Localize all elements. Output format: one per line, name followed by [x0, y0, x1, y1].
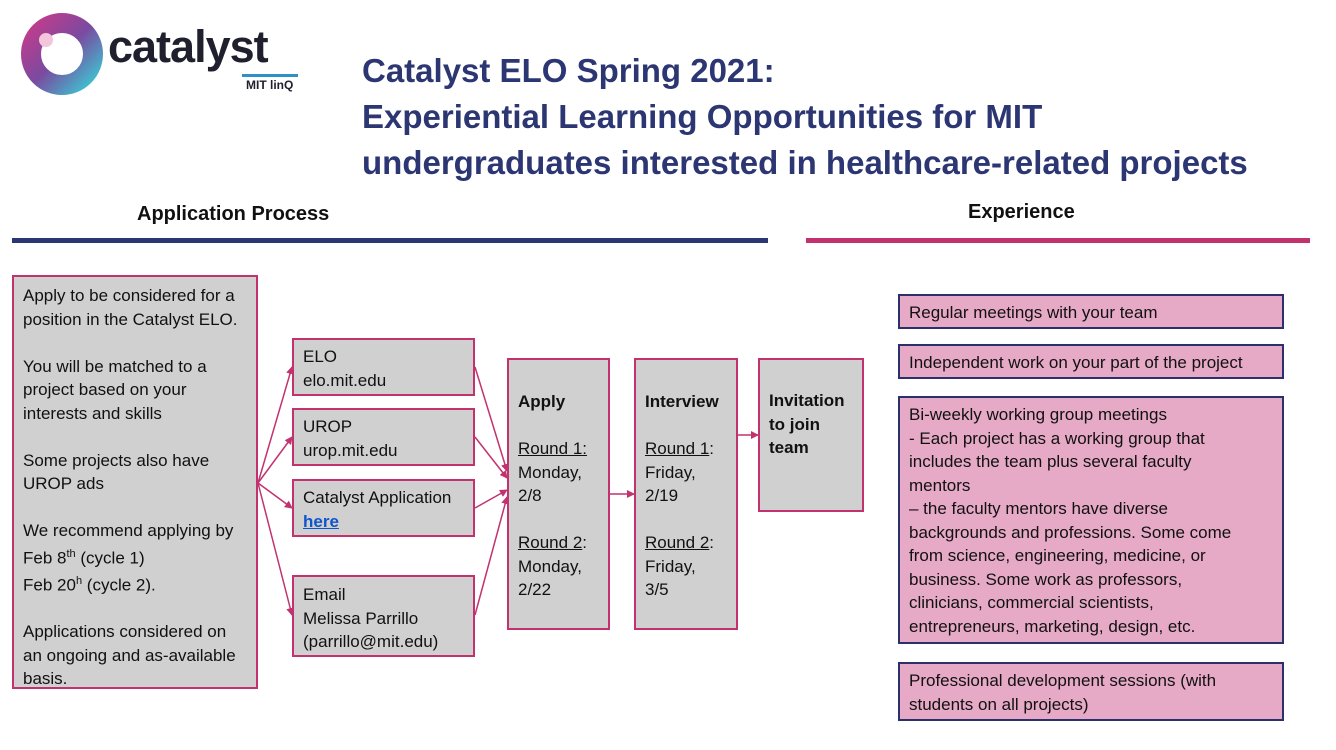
- arrow-intro-to-email: [258, 483, 292, 615]
- elo-channel-box: ELO elo.mit.edu: [292, 338, 475, 396]
- arrow-elo-to-apply: [475, 367, 507, 471]
- logo-wordmark: catalyst: [108, 21, 268, 72]
- page-title: Catalyst ELO Spring 2021: Experiential Learning Opportunities for MIT undergraduates interested in healthcare-related projects: [362, 52, 1248, 181]
- urop-channel-box: UROP urop.mit.edu: [292, 408, 475, 466]
- experience-independent-work: Independent work on your part of the project: [898, 344, 1284, 379]
- catalyst-application-link[interactable]: here: [303, 511, 339, 531]
- email-channel-box: Email Melissa Parrillo (parrillo@mit.edu): [292, 575, 475, 657]
- logo-subtitle: MIT linQ: [246, 78, 294, 92]
- application-intro-box: Apply to be considered for a position in the Catalyst ELO. You will be matched to a project based on your interests and skills Some projects also have UROP ads We recommend applying by Feb 8th (cycle 1) Feb 20$^h$ (cycle 2). Applications considered on an ongoing and as-available basis.: [12, 275, 258, 689]
- apply-step-box: Apply Round 1: Monday, 2/8 Round 2: Monday, 2/22: [507, 358, 610, 630]
- experience-heading: Experience: [968, 201, 1075, 223]
- application-process-heading: Application Process: [137, 203, 330, 225]
- experience-professional-development: Professional development sessions (with students on all projects): [898, 662, 1284, 721]
- invitation-step-box: Invitation to join team: [758, 358, 864, 512]
- deadline-cycle-1: Feb 8th (cycle 1): [23, 547, 145, 568]
- interview-step-box: Interview Round 1: Friday, 2/19 Round 2: Friday, 3/5: [634, 358, 738, 630]
- arrow-intro-to-elo: [258, 367, 292, 483]
- arrow-email-to-apply: [475, 497, 507, 615]
- arrow-intro-to-urop: [258, 437, 292, 483]
- arrow-catalyst-to-apply: [475, 490, 507, 508]
- catalyst-application-box: Catalyst Application here: [292, 479, 475, 537]
- experience-regular-meetings: Regular meetings with your team: [898, 294, 1284, 329]
- experience-working-group: Bi-weekly working group meetings - Each project has a working group that includes the team plus several faculty mentors – the faculty mentors have diverse backgrounds and professions. Some come from science, engineering, medicine, or business. Some work as professors, clinicians, commercial scientists, entrepreneurs, marketing, design, etc.: [898, 396, 1284, 644]
- deadline-cycle-2: Feb 20$^h$ (cycle 2).: [23, 574, 156, 595]
